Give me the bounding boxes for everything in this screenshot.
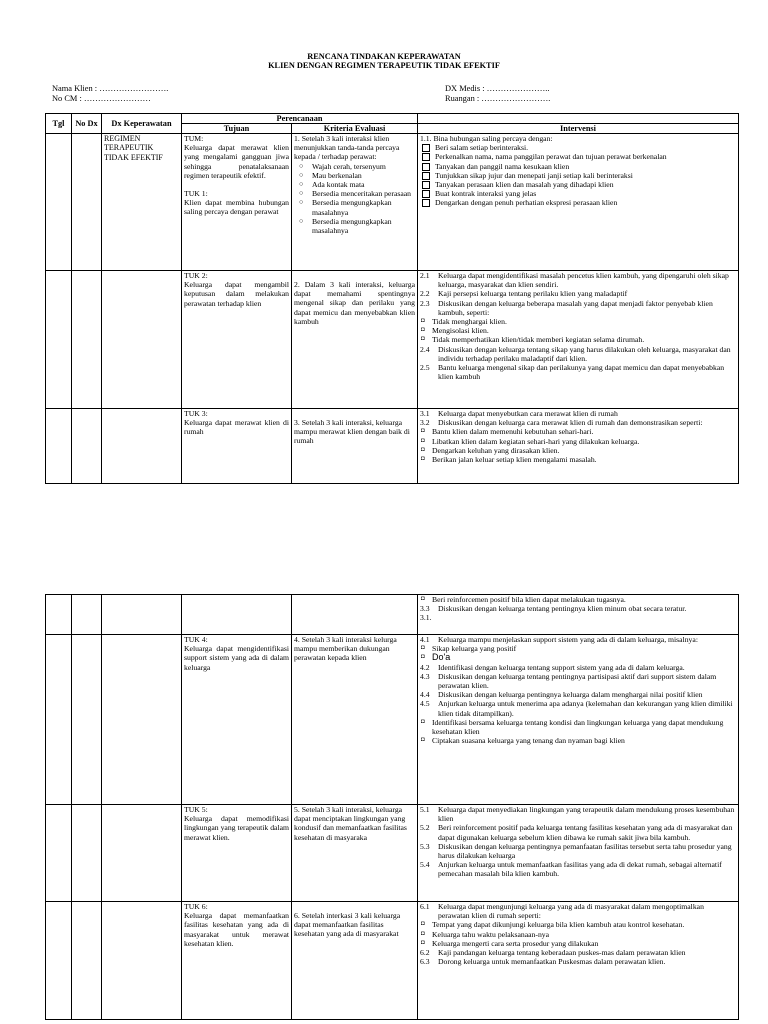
list-item: ◘ Keluarga mengerti cara serta prosedur yang dilakukan [421,938,599,948]
kriteria-text: 3. Setelah 3 kali interaksi, keluarga mampu merawat klien dengan baik di rumah [294,418,410,446]
intervensi-cell [418,271,739,409]
kriteria-text: 2. Dalam 3 kali interaksi, keluarga dapat memahami spentingnya mengenal sikap dan perilaku yang dapat memicu dan menyebabkan klien kambuh [294,280,415,326]
tujuan-cell [182,134,292,271]
list-item: ◘ Ciptakan suasana keluarga yang tenang dan nyaman bagi klien [421,736,625,746]
list-item: ◘ Tidak menghargai klien. [421,317,507,327]
list-item: ○ Ada kontak mata [299,180,365,190]
list-item: 4.4 Diskusikan dengan keluarga pentingnya keluarga dalam menghargai nilai positif klien [420,690,703,700]
list-item: ◘ Tidak memperhatikan klien/tidak memberi kegiatan selama dirumah. [421,335,645,345]
col-header-blank [418,114,739,124]
dx-keperawatan-cell [102,902,182,1020]
list-item: Perkenalkan nama, nama panggilan perawat dan tujuan perawat berkenalan [420,152,736,161]
square-bullet-icon: ◘ [421,428,425,435]
list-item: 2.4 Diskusikan dengan keluarga tentang sikap yang harus dilakukan oleh keluarga, masyarakat dan individu terhadap perilaku maladaptif dari klien. [420,344,731,363]
intervensi-cell [418,134,739,271]
list-item: ○ Bersedia mengungkapkan masalahnya [299,198,392,217]
list-item: 2.2 Kaji persepsi keluarga tentang perilaku klien yang maladaptif [420,289,628,299]
col-header-tgl: Tgl [46,114,72,134]
square-bullet-icon: ◘ [421,336,425,343]
dx-keperawatan-cell [102,271,182,409]
list-item: Dengarkan dengan penuh perhatian ekspresi perasaan klien [420,198,736,207]
tuk3-text: Keluarga dapat merawat klien di rumah [184,418,289,437]
kriteria-text: 4. Setelah 3 kali interaksi kelurga mampu memberikan dukungan perawatan kepada klien [294,635,397,663]
intervensi-cell [418,902,739,1020]
tgl-cell [46,271,72,409]
list-item: ◘ Keluarga tahu waktu pelaksanaan-nya [421,929,550,939]
kriteria-cell [292,902,418,1020]
tum-text: Keluarga dapat merawat klien yang mengalami gangguan jiwa sehingga penatalaksanaan regimen terapeutik efektif. [184,143,289,180]
tuk3-label: TUK 3: [184,409,208,418]
list-item: ◘ Tempat yang dapat dikunjungi keluarga bila klien kambuh atau kontrol kesehatan. [421,920,685,930]
table-row [46,134,739,271]
circle-bullet-icon: ○ [299,161,304,170]
tgl-cell [46,902,72,1020]
list-item: ○ Bersedia menceritakan perasaan [299,189,412,199]
list-item: 3.1 Keluarga dapat menyebutkan cara merawat klien di rumah [420,409,618,418]
dx-keperawatan-cell [102,595,182,635]
table-row [46,635,739,805]
list-item: ◘ Identifikasi bersama keluarga tentang kondisi dan lingkungan keluarga yang dapat mendukung kesehatan klien [421,717,724,737]
square-bullet-icon: ◘ [421,596,425,602]
square-bullet-icon: ◘ [421,437,425,444]
col-header-dx-keperawatan: Dx Keperawatan [102,114,182,134]
table-row [46,409,739,484]
square-bullet-icon: ◘ [421,446,425,453]
dx-keperawatan-cell [102,409,182,484]
checkbox-icon [422,144,430,152]
list-item: Tanyakan dan panggil nama kesukaan klien [420,162,736,171]
list-item: Tunjukkan sikap jujur dan menepati janji setiap kali berinteraksi [420,171,736,180]
dx-keperawatan-cell: REGIMEN TERAPEUTIK TIDAK EFEKTIF [102,134,182,271]
table-row [46,595,739,635]
table-row [46,902,739,1020]
no-dx-cell [72,902,102,1020]
tuk2-text: Keluarga dapat mengambil keputusan dalam melakukan perawatan terhadap klien [184,280,289,308]
tgl-cell [46,409,72,484]
col-header-kriteria: Kriteria Evaluasi [292,124,418,134]
list-item: 2.3 Diskusikan dengan keluarga beberapa masalah yang dapat menjadi faktor penyebab klien kambuh, seperti: [420,298,713,317]
list-item: Tanyakan perasaan klien dan masalah yang dihadapi klien [420,180,736,189]
list-item: 4.2 Identifikasi dengan keluarga tentang support sistem yang ada di dalam keluarga. [420,662,685,672]
list-item: ○ Bersedia mengungkapkan masalahnya [299,216,392,236]
dx-medis-field: DX Medis : ………………….. [445,84,550,93]
list-item: 2.1 Keluarga dapat mengidentifikasi masalah pencetus klien kambuh, yang dipengaruhi oleh sikap keluarga, masyarakat dan klien sendiri. [420,271,729,290]
circle-bullet-icon: ○ [299,189,304,198]
care-plan-table-part2 [45,594,739,1020]
list-item: ◘ Berikan jalan keluar setiap klien mengalami masalah. [421,455,597,465]
tujuan-cell [182,595,292,635]
table-row [46,805,739,902]
tuk4-text: Keluarga dapat mengidentifikasi support sistem yang ada di dalam keluarga [184,644,289,672]
tujuan-cell [182,902,292,1020]
checkbox-icon [422,163,430,171]
list-item: 4.5 Anjurkan keluarga untuk menerima apa adanya (kelemahan dan kekurangan yang klien dimiliki klien tidak ditampilkan). [420,699,733,718]
list-item: ◘ Mengisolasi klien. [421,326,489,336]
tgl-cell [46,134,72,271]
no-cm-field: No CM : …………………… [52,94,151,103]
no-dx-cell [72,595,102,635]
tuk5-text: Keluarga dapat memodifikasi lingkungan yang terapeutik dalam merawat klien. [184,814,289,842]
list-item: ◘ Libatkan klien dalam kegiatan sehari-hari yang dilakukan keluarga. [421,436,640,446]
tujuan-cell [182,271,292,409]
tgl-cell [46,635,72,805]
list-item: 2.5 Bantu keluarga mengenal sikap dan perilakunya yang dapat memicu dan dapat menyebabkan klien kambuh [420,363,725,382]
list-item: 4.3 Diskusikan dengan keluarga tentang pentingnya partisipasi aktif dari support sistem dalam perawatan klien. [420,671,717,691]
list-item: ◘ Do'a [421,652,451,663]
square-bullet-icon: ◘ [421,654,425,661]
square-bullet-icon: ◘ [421,456,425,463]
list-item: 3.3 Diskusikan dengan keluarga tentang pentingnya klien minum obat secara teratur. [420,604,687,614]
kriteria-cell [292,805,418,902]
tuk6-label: TUK 6: [184,902,208,911]
square-bullet-icon: ◘ [421,718,425,725]
list-item: ○ Mau berkenalan [299,170,362,180]
no-dx-cell [72,635,102,805]
no-dx-cell [72,409,102,484]
square-bullet-icon: ◘ [421,327,425,334]
intervensi-cell [418,409,739,484]
no-dx-cell [72,134,102,271]
tuk4-label: TUK 4: [184,635,208,644]
no-dx-cell [72,805,102,902]
col-header-intervensi: Intervensi [418,124,739,134]
kriteria-cell [292,635,418,805]
list-item: 5.1 Keluarga dapat menyediakan lingkungan yang terapeutik dalam mendukung proses kesembuhan klien [420,805,735,824]
col-header-perencanaan: Perencanaan [182,114,418,124]
checkbox-icon [422,181,430,189]
kriteria-text: 5. Setelah 3 kali interaksi, keluarga dapat menciptakan lingkungan yang kondusif dan memanfaatkan fasilitas kesehatan di masyaraka [294,805,407,842]
col-header-no-dx: No Dx [72,114,102,134]
list-item: Beri salam setiap berinteraksi. [420,143,736,152]
list-item: Buat kontrak interaksi yang jelas [420,189,736,198]
list-item: 6.1 Keluarga dapat mengunjungi keluarga yang ada di masyarakat dalam mengoptimalkan perawatan klien di rumah seperti: [420,902,704,921]
kriteria-text: 6. Setelah interkasi 3 kali keluarga dapat memanfaatkan fasilitas kesehatan yang ada di masyarakat [294,911,401,939]
list-item: 4.1 Keluarga mampu menjelaskan support sistem yang ada di dalam keluarga, misalnya: [420,635,698,644]
list-item: ○ Wajah cerah, tersenyum [299,161,386,171]
list-item: ◘ Beri reinforcemen positif bila klien dapat melakukan tugasnya. [421,595,626,604]
intervensi-cell [418,635,739,805]
dx-keperawatan-cell [102,635,182,805]
tuk5-label: TUK 5: [184,805,208,814]
intervensi-head: 1.1. Bina hubungan saling percaya dengan: [420,134,553,143]
circle-bullet-icon: ○ [299,180,304,189]
checkbox-icon [422,190,430,198]
square-bullet-icon: ◘ [421,921,425,928]
kriteria-cell [292,134,418,271]
kriteria-text: 1. Setelah 3 kali interaksi klien menunjukkan tanda-tanda percaya kepada / terhadap perawat: [294,134,400,162]
tgl-cell [46,595,72,635]
list-item: 5.2 Beri reinforcement positif pada keluarga tentang fasilitas kesehatan yang ada di masyarakat dan dapat digunakan keluarga sebelum klien dibawa ke rumah sakit jiwa bila kambuh. [420,823,733,842]
no-dx-cell [72,271,102,409]
intervensi-cell: ◘ Beri reinforcemen positif bila klien dapat melakukan tugasnya. 3.3 Diskusikan dengan keluarga tentang pentingnya klien minum obat secara teratur. 3.1. [418,595,739,635]
square-bullet-icon: ◘ [421,318,425,325]
tuk2-label: TUK 2: [184,271,208,280]
tujuan-cell [182,409,292,484]
document-title: RENCANA TINDAKAN KEPERAWATAN [307,52,461,61]
kriteria-cell [292,409,418,484]
tujuan-cell [182,805,292,902]
tuk1-text: TUK 1: Klien dapat membina hubungan saling percaya dengan perawat [184,189,289,217]
list-item: ◘ Dengarkan keluhan yang dirasakan klien. [421,445,560,455]
intervensi-cell [418,805,739,902]
ruangan-field: Ruangan : ……………………. [445,94,551,103]
kriteria-cell [292,595,418,635]
tum-label: TUM: [184,134,204,143]
list-item: 3.2 Diskusikan dengan keluarga cara merawat klien di rumah dan demonstrasikan seperti: [420,418,703,428]
list-item: 6.2 Kaji pandangan keluarga tentang keberadaan puskes-mas dalam perawatan klien [420,948,686,958]
list-item: 6.3 Dorong keluarga untuk memanfaatkan Puskesmas dalam perawatan klien. [420,957,666,967]
circle-bullet-icon: ○ [299,216,304,225]
col-header-tujuan: Tujuan [182,124,292,134]
table-row [46,271,739,409]
document-subtitle: KLIEN DENGAN REGIMEN TERAPEUTIK TIDAK EFEKTIF [268,61,500,70]
dx-keperawatan-cell [102,805,182,902]
circle-bullet-icon: ○ [299,170,304,179]
checkbox-icon [422,199,430,207]
circle-bullet-icon: ○ [299,198,304,207]
tgl-cell [46,805,72,902]
square-bullet-icon: ◘ [421,939,425,946]
nama-klien-field: Nama Klien : ……………………. [52,84,169,93]
tuk6-text: Keluarga dapat memanfaatkan fasilitas kesehatan yang ada di masyarakat untuk merawat kesehatan klien. [184,911,289,948]
square-bullet-icon: ◘ [421,930,425,937]
care-plan-table-part1 [45,113,739,484]
list-item: ◘ Bantu klien dalam memenuhi kebutuhan sehari-hari. [421,427,594,437]
tujuan-cell [182,635,292,805]
list-item: ◘ Sikap keluarga yang positif [421,644,517,654]
list-item: 5.3 Diskusikan dengan keluarga pentingnya pemanfaatan fasilitas tersebut serta tahu prosedur yang harus dilakukan keluarga [420,841,732,861]
checkbox-icon [422,172,430,180]
kriteria-cell [292,271,418,409]
square-bullet-icon: ◘ [421,645,425,652]
list-item: 5.4 Anjurkan keluarga untuk memanfaatkan fasilitas yang ada di dekat rumah, sebagai alternatif pemecahan masalah bila klien kambuh. [420,860,722,879]
checkbox-icon [422,153,430,161]
square-bullet-icon: ◘ [421,737,425,744]
